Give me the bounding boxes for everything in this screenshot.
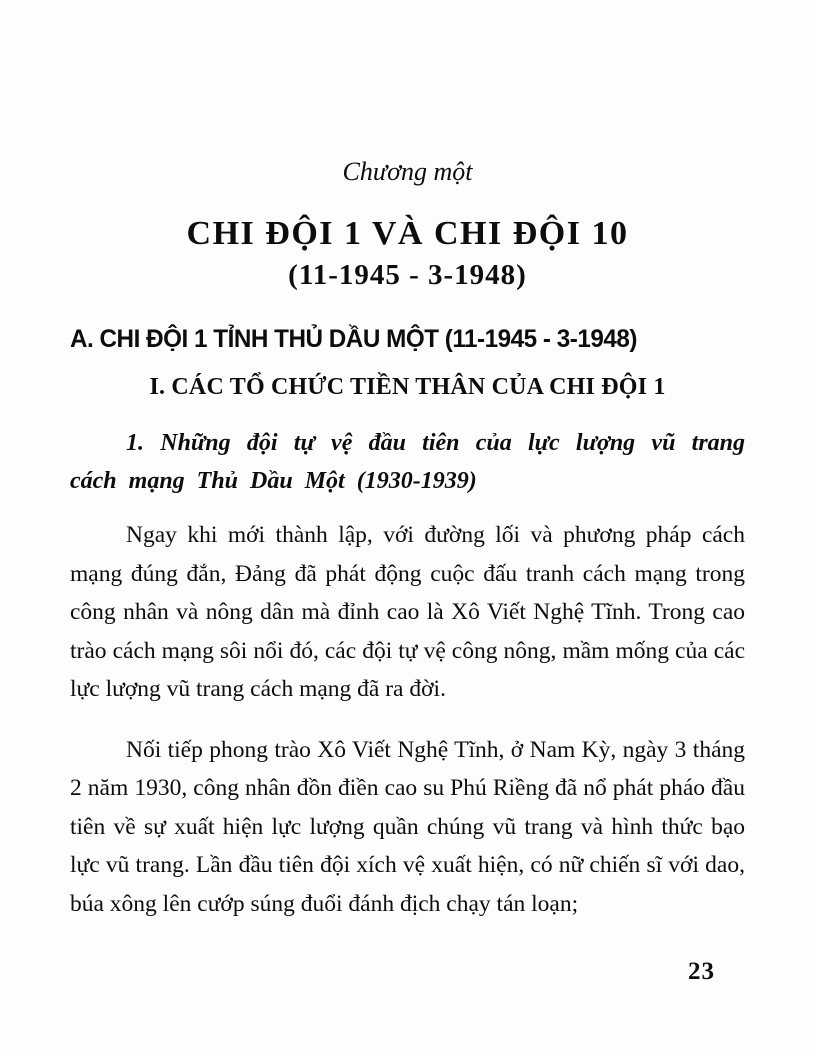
page-number: 23 <box>688 958 715 985</box>
subsubsection-1-heading: 1. Những đội tự vệ đầu tiên của lực lượng vũ trang cách mạng Thủ Dầu Một (1930-1939) <box>70 430 745 494</box>
chapter-title: CHI ĐỘI 1 VÀ CHI ĐỘI 10 <box>186 215 629 252</box>
paragraph-2: Nối tiếp phong trào Xô Viết Nghệ Tĩnh, ở Nam Kỳ, ngày 3 tháng 2 năm 1930, công nhân đồn điền cao su Phú Riềng đã nổ phát pháo đầu tiên về sự xuất hiện lực lượng quần chúng vũ trang và hình thức bạo lực vũ trang. Lần đầu tiên đội xích vệ xuất hiện, có nữ chiến sĩ với dao, búa xông lên cướp súng đuổi đánh địch chạy tán loạn; <box>70 736 745 917</box>
paragraph-1: Ngay khi mới thành lập, với đường lối và phương pháp cách mạng đúng đắn, Đảng đã phát động cuộc đấu tranh cách mạng trong công nhân và nông dân mà đỉnh cao là Xô Viết Nghệ Tĩnh. Trong cao trào cách mạng sôi nổi đó, các đội tự vệ công nông, mầm mống của các lực lượng vũ trang cách mạng đã ra đời. <box>70 522 745 702</box>
subsection-i-heading: I. CÁC TỔ CHỨC TIỀN THÂN CỦA CHI ĐỘI 1 <box>149 374 666 400</box>
chapter-label: Chương một <box>342 157 473 186</box>
section-a-heading: A. CHI ĐỘI 1 TỈNH THỦ DẦU MỘT (11-1945 - 3-1948) <box>70 325 637 353</box>
chapter-date-range: (11-1945 - 3-1948) <box>288 259 527 291</box>
